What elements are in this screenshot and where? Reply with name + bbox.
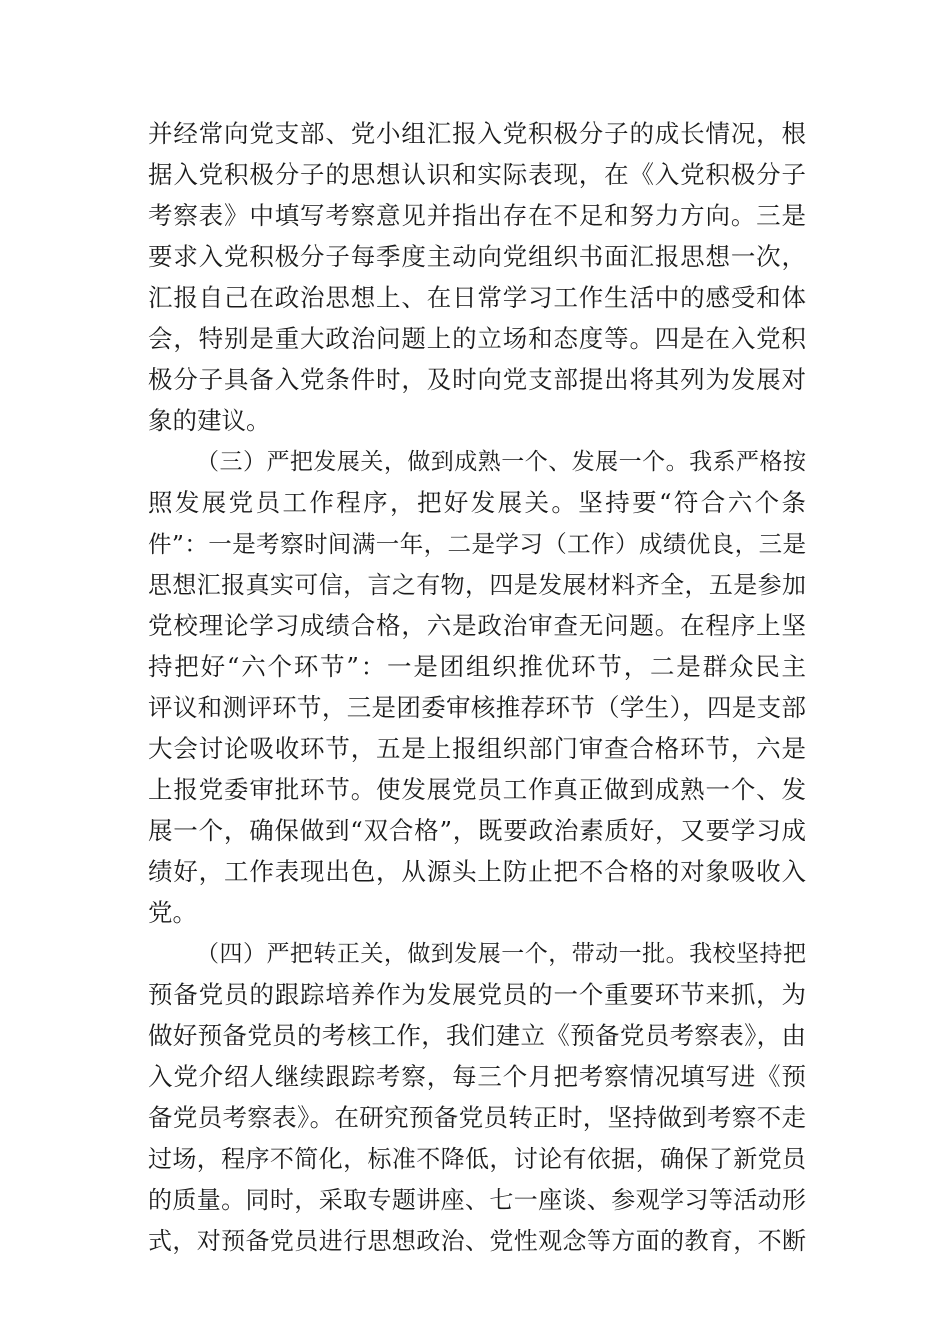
text-line: 持把好“六个环节”：一是团组织推优环节，二是群众民主 [148,652,806,681]
text-line: 的质量。同时，采取专题讲座、七一座谈、参观学习等活动形 [148,1186,806,1214]
text-line: 党校理论学习成绩合格，六是政治审查无问题。在程序上坚 [148,611,806,640]
text-line: 展一个，确保做到“双合格”，既要政治素质好，又要学习成 [148,816,806,845]
text-line: 式，对预备党员进行思想政治、党性观念等方面的教育，不断 [148,1227,806,1255]
text-line: 评议和测评环节，三是团委审核推荐环节（学生），四是支部 [148,693,806,722]
text-line: 考察表》中填写考察意见并指出存在不足和努力方向。三是 [148,201,806,230]
text-line: 党。 [148,898,197,927]
text-line: 入党介绍人继续跟踪考察，每三个月把考察情况填写进《预 [148,1062,806,1091]
text-line: 思想汇报真实可信，言之有物，四是发展材料齐全，五是参加 [148,571,806,599]
text-line: 件”：一是考察时间满一年，二是学习（工作）成绩优良，三是 [148,530,806,558]
section-4-heading-line: （四）严把转正关，做到发展一个，带动一批。我校坚持把 [196,941,806,967]
text-line: 汇报自己在政治思想上、在日常学习工作生活中的感受和体 [148,283,806,312]
text-line: 象的建议。 [148,406,271,435]
text-line: 上报党委审批环节。使发展党员工作真正做到成熟一个、发 [148,775,806,804]
text-line: 据入党积极分子的思想认识和实际表现，在《入党积极分子 [148,160,806,189]
text-line: 照发展党员工作程序，把好发展关。坚持要“符合六个条 [148,488,806,517]
section-3-heading-line: （三）严把发展关，做到成熟一个、发展一个。我系严格按 [196,449,806,475]
text-line: 备党员考察表》。在研究预备党员转正时，坚持做到考察不走 [148,1103,806,1132]
text-line: 会，特别是重大政治问题上的立场和态度等。四是在入党积 [148,324,806,353]
text-line: 过场，程序不简化，标准不降低，讨论有依据，确保了新党员 [148,1145,806,1173]
text-line: 极分子具备入党条件时，及时向党支部提出将其列为发展对 [148,365,806,394]
text-line: 要求入党积极分子每季度主动向党组织书面汇报思想一次， [148,242,806,271]
text-line: 大会讨论吸收环节，五是上报组织部门审查合格环节，六是 [148,734,806,763]
text-line: 预备党员的跟踪培养作为发展党员的一个重要环节来抓，为 [148,980,806,1009]
text-line: 绩好，工作表现出色，从源头上防止把不合格的对象吸收入 [148,857,806,886]
text-line: 做好预备党员的考核工作，我们建立《预备党员考察表》，由 [148,1021,806,1050]
text-line: 并经常向党支部、党小组汇报入党积极分子的成长情况，根 [148,119,806,148]
